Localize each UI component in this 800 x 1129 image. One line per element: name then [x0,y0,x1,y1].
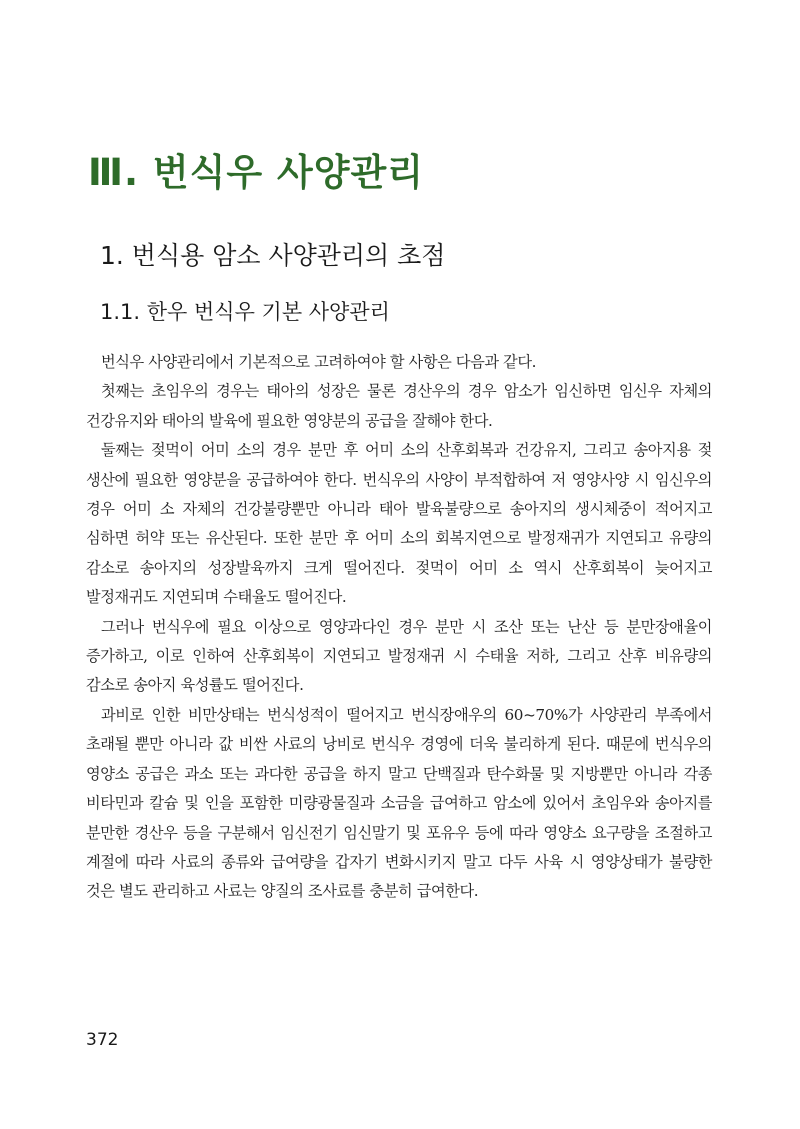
paragraph-overnutrition: 그러나 번식우에 필요 이상으로 영양과다인 경우 분만 시 조산 또는 난산 등 분만장애율이 증가하고, 이로 인하여 산후회복이 지연되고 발정재귀 시 수태율 저하, 그리고 산후 비유량의 감소로 송아지 육성률도 떨어진다. [86,617,712,695]
paragraph-obesity: 과비로 인한 비만상태는 번식성적이 떨어지고 번식장애우의 60~70%가 사양관리 부족에서 초래될 뿐만 아니라 값 비싼 사료의 낭비로 번식우 경영에 더욱 불리하게 된다. 때문에 번식우의 영양소 공급은 과소 또는 과다한 공급을 하지 말고 단백질과 탄수화물 및 지방뿐만 아니라 각종 비타민과 칼슘 및 인을 포함한 미량광물질과 소금을 급여하고 암소에 있어서 초임우와 송아지를 분만한 경산우 등을 구분해서 임신전기 임신말기 및 포유우 등에 따라 영양소 요구량을 조절하고 계절에 따라 사료의 종류와 급여량을 갑자기 변화시키지 말고 다두 사육 시 영양상태가 불량한 것은 별도 관리하고 사료는 양질의 조사료를 충분히 급여한다. [86,705,712,901]
section-title: 1. 번식용 암소 사양관리의 초점 [100,241,446,270]
body-text [86,348,712,907]
paragraph-first: 첫째는 초임우의 경우는 태아의 성장은 물론 경산우의 경우 암소가 임신하면 임신우 자체의 건강유지와 태아의 발육에 필요한 영양분의 공급을 잘해야 한다. [86,382,712,430]
subsection-title: 1.1. 한우 번식우 기본 사양관리 [100,300,390,324]
page-number: 372 [86,1030,119,1050]
paragraph-intro: 번식우 사양관리에서 기본적으로 고려하여야 할 사항은 다음과 같다. [101,353,537,371]
chapter-title: Ⅲ. 번식우 사양관리 [88,151,424,194]
paragraph-second: 둘째는 젖먹이 어미 소의 경우 분만 후 어미 소의 산후회복과 건강유지, 그리고 송아지용 젖 생산에 필요한 영양분을 공급하여야 한다. 번식우의 사양이 부적합하여 저 영양사양 시 임신우의 경우 어미 소 자체의 건강불량뿐만 아니라 태아 발육불량으로 송아지의 생시체중이 적어지고 심하면 허약 또는 유산된다. 또한 분만 후 어미 소의 회복지연으로 발정재귀가 지연되고 유량의 감소로 송아지의 성장발육까지 크게 떨어진다. 젖먹이 어미 소 역시 산후회복이 늦어지고 발정재귀도 지연되며 수태율도 떨어진다. [86,441,712,607]
